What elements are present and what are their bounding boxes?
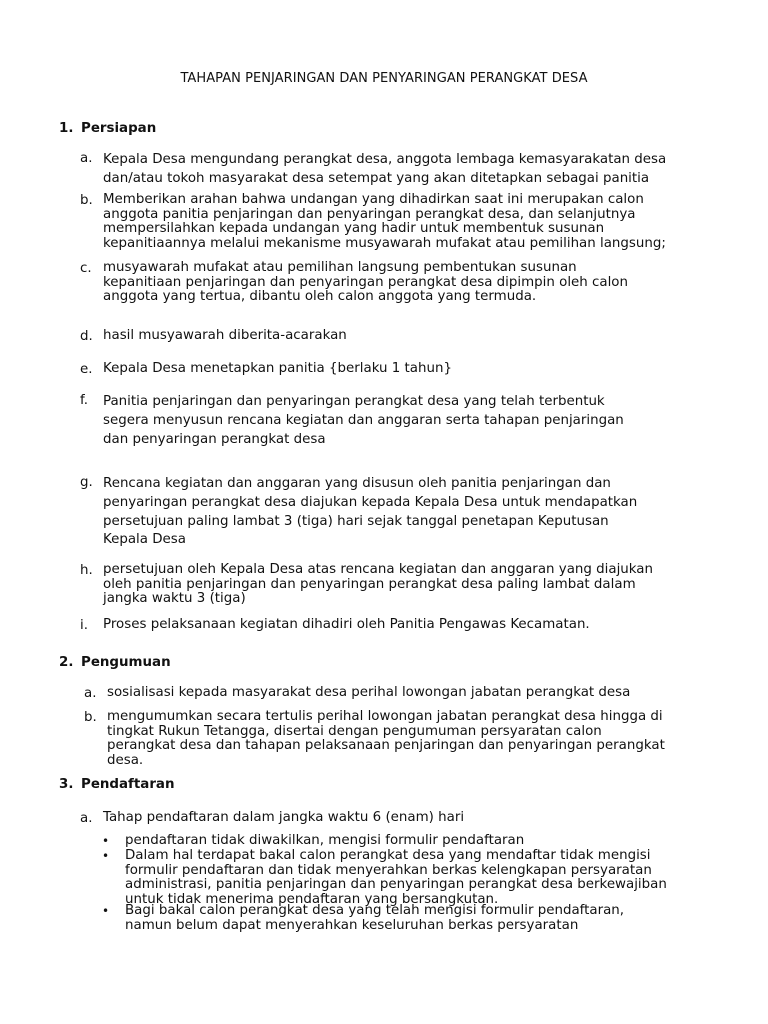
list-marker: a. [84,686,97,701]
bullet-marker: • [102,834,110,848]
list-item-1h [80,563,720,607]
list-item-1i [80,618,720,633]
bullet-marker: • [102,849,110,863]
list-marker: d. [80,329,93,344]
list-marker: g. [80,475,93,490]
bullet-item [102,904,722,933]
list-item-text: Panitia penjaringan dan penyaringan perangkat desa yang telah terbentuk segera menyusun rencana kegiatan dan anggaran serta tahapan penjaringan dan penyaringan perangkat desa [103,394,624,447]
list-marker: e. [80,362,93,377]
list-item-text: Rencana kegiatan dan anggaran yang disusun oleh panitia penjaringan dan penyaringan perangkat desa diajukan kepada Kepala Desa untuk mendapatkan persetujuan paling lambat 3 (tiga) hari sejak tanggal penetapan Keputusan Kepala Desa [103,476,638,548]
list-item-text: hasil musyawarah diberita-acarakan [103,328,347,343]
list-marker: a. [80,811,93,826]
list-item-1g [80,475,720,550]
section-number: 3. [59,777,74,792]
list-item-text: musyawarah mufakat atau pemilihan langsung pembentukan susunan kepanitiaan penjaringan dan penyaringan perangkat desa dipimpin oleh calon anggota yang tertua, dibantu oleh calon anggota yang termuda. [103,260,628,305]
list-marker: a. [80,151,93,166]
list-item-text: Proses pelaksanaan kegiatan dihadiri oleh Panitia Pengawas Kecamatan. [103,617,590,632]
section-number: 1. [59,121,74,136]
bullet-text: Bagi bakal calon perangkat desa yang telah mengisi formulir pendaftaran, namun belum dapat menyerahkan keseluruhan berkas persyaratan [125,903,625,933]
bullet-text: pendaftaran tidak diwakilkan, mengisi formulir pendaftaran [125,833,525,848]
list-item-text: Memberikan arahan bahwa undangan yang dihadirkan saat ini merupakan calon anggota panitia penjaringan dan penyaringan perangkat desa, dan selanjutnya mempersilahkan kepada undangan yang hadir untuk membentuk susunan kepanitiaannya melalui mekanisme musyawarah mufakat atau pemilihan langsung; [103,192,666,251]
list-item-1a [80,151,720,189]
list-marker: b. [80,193,93,208]
list-item-2a [84,686,724,701]
list-item-3a [80,811,720,826]
list-item-1e [80,362,720,377]
list-item-1d [80,329,720,344]
bullet-item [102,834,722,849]
list-marker: c. [80,261,92,276]
list-item-text: sosialisasi kepada masyarakat desa perihal lowongan jabatan perangkat desa [107,685,631,700]
list-item-text: persetujuan oleh Kepala Desa atas rencana kegiatan dan anggaran yang diajukan oleh panitia penjaringan dan penyaringan perangkat desa paling lambat dalam jangka waktu 3 (tiga) [103,562,653,607]
section-heading-persiapan [59,121,156,136]
list-item-1f [80,393,720,449]
list-marker: i. [80,618,88,633]
document-title: TAHAPAN PENJARINGAN DAN PENYARINGAN PERANGKAT DESA [180,71,588,86]
list-item-text: Kepala Desa mengundang perangkat desa, anggota lembaga kemasyarakatan desa dan/atau tokoh masyarakat desa setempat yang akan ditetapkan sebagai panitia [103,152,667,186]
section-title: Pengumuan [81,655,171,670]
list-item-1c [80,261,720,305]
list-marker: f. [80,393,88,408]
list-item-text: mengumumkan secara tertulis perihal lowongan jabatan perangkat desa hingga di tingkat Rukun Tetangga, disertai dengan pengumuman persyaratan calon perangkat desa dan tahapan pelaksanaan penjaringan dan penyaringan perangkat desa. [107,709,665,768]
bullet-item [102,849,722,907]
list-item-1b [80,193,720,251]
list-marker: h. [80,563,93,578]
list-item-text: Tahap pendaftaran dalam jangka waktu 6 (enam) hari [103,810,465,825]
list-marker: b. [84,710,97,725]
bullet-text: Dalam hal terdapat bakal calon perangkat desa yang mendaftar tidak mengisi formulir pendaftaran dan tidak menyerahkan berkas kelengkapan persyaratan administrasi, panitia penjaringan dan penyaringan perangkat desa berkewajiban untuk tidak menerima pendaftaran yang bersangkutan. [125,848,667,907]
section-heading-pengumuan [59,655,171,670]
section-number: 2. [59,655,74,670]
section-title: Pendaftaran [81,777,175,792]
list-item-text: Kepala Desa menetapkan panitia {berlaku 1 tahun} [103,361,452,376]
bullet-marker: • [102,904,110,918]
section-heading-pendaftaran [59,777,175,792]
section-title: Persiapan [81,121,157,136]
list-item-2b [84,710,724,768]
